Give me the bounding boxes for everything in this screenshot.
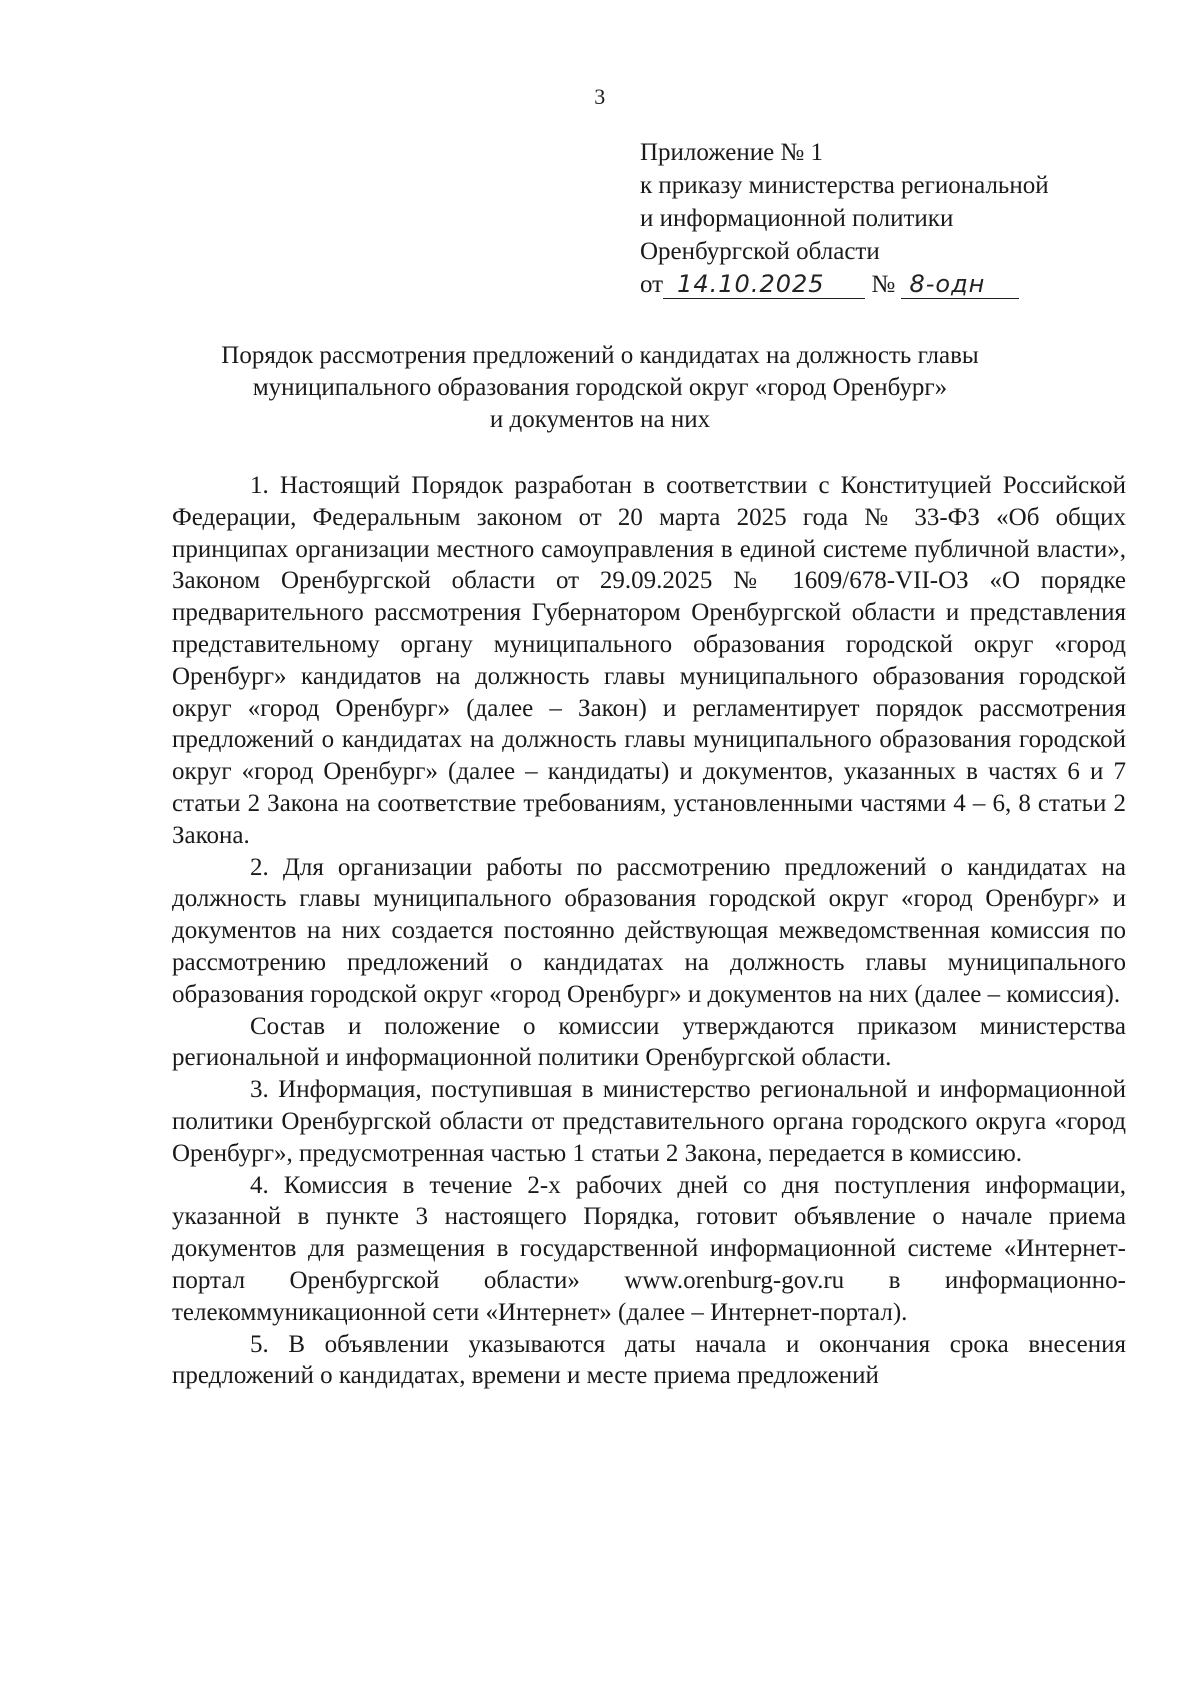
handwritten-order-number: 8-одн [901,268,1019,301]
appendix-title: Приложение № 1 [640,139,824,166]
date-prefix: от [640,271,664,298]
document-heading [170,340,1030,436]
heading-line: и документов на них [489,406,711,433]
paragraph-3: 3. Информация, поступившая в министерство региональной и информационной политики Оренбургской области от представительного органа городского округа «город Оренбург», предусмотренная частью 1 статьи 2 Закона, передается в комиссию. [172,1076,1126,1167]
appendix-block [640,136,1049,301]
number-prefix: № [871,271,896,298]
heading-line: Порядок рассмотрения предложений о кандидатах на должность главы [221,342,979,369]
order-date-number-line [640,268,1049,301]
heading-line: муниципального образования городской округ «город Оренбург» [252,374,948,401]
handwritten-date: 14.10.2025 [663,268,865,301]
paragraph-1: 1. Настоящий Порядок разработан в соответствии с Конституцией Российской Федерации, Федеральным законом от 20 марта 2025 года № 33-ФЗ «Об общих принципах организации местного самоуправления в единой системе публичной власти», Законом Оренбургской области от 29.09.2025 № 1609/678-VII-ОЗ «О порядке предварительного рассмотрения Губернатором Оренбургской области и представления представительному органу муниципального образования городской округ «город Оренбург» кандидатов на должность главы муниципального образования городской округ «город Оренбург» (далее – Закон) и регламентирует порядок рассмотрения предложений о кандидатах на должность главы муниципального образования городской округ «город Оренбург» (далее – кандидаты) и документов, указанных в частях 6 и 7 статьи 2 Закона на соответствие требованиям, установленными частями 4 – 6, 8 статьи 2 Закона. [172,472,1126,849]
paragraph-commission-composition: Состав и положение о комиссии утверждаются приказом министерства региональной и информационной политики Оренбургской области. [172,1012,1126,1072]
appendix-reference-line: Оренбургской области [640,238,880,265]
appendix-reference-line: и информационной политики [640,205,954,232]
page-number: 3 [594,84,606,109]
appendix-reference-line: к приказу министерства региональной [640,172,1049,199]
paragraph-2: 2. Для организации работы по рассмотрению предложений о кандидатах на должность главы муниципального образования городской округ «город Оренбург» и документов на них создается постоянно действующая межведомственная комиссия по рассмотрению предложений о кандидатах на должность главы муниципального образования городской округ «город Оренбург» и документов на них (далее – комиссия). [172,853,1126,1008]
paragraph-4: 4. Комиссия в течение 2-х рабочих дней со дня поступления информации, указанной в пункте 3 настоящего Порядка, готовит объявление о начале приема документов для размещения в государственной информационной системе «Интернет-портал Оренбургской области» www.orenburg-gov.ru в информационно-телекоммуникационной сети «Интернет» (далее – Интернет-портал). [172,1171,1126,1326]
paragraph-5: 5. В объявлении указываются даты начала и окончания срока внесения предложений о кандидатах, времени и месте приема предложений [172,1330,1126,1390]
document-body [172,470,1126,1392]
